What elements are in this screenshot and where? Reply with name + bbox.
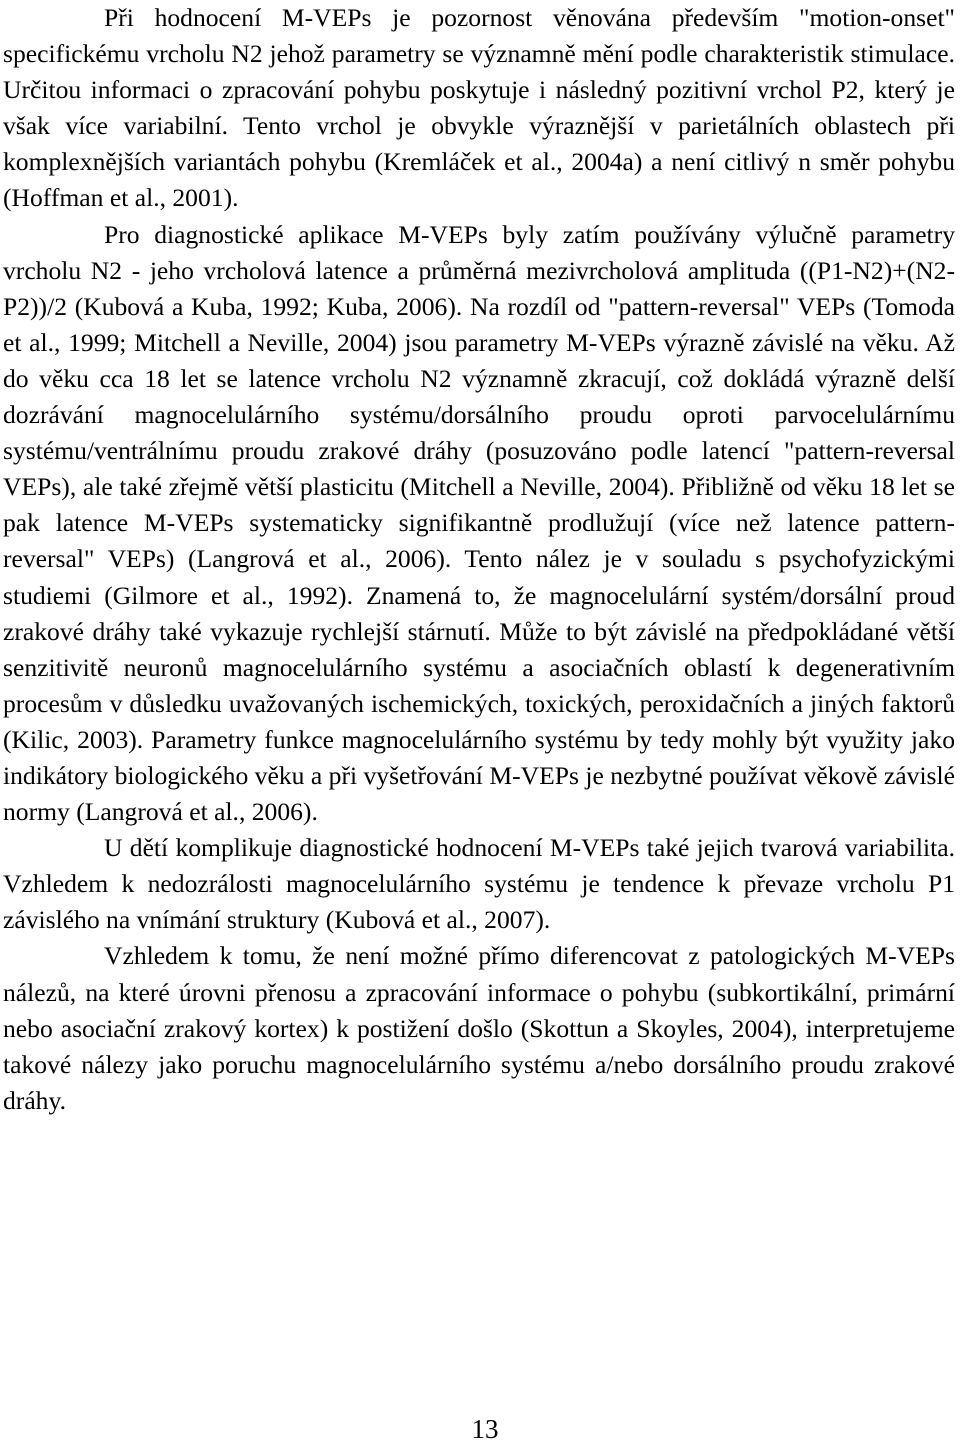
paragraph-children-variability: U dětí komplikuje diagnostické hodnocení M-VEPs také jejich tvarová variabilita. Vzhledem k nedozrálosti magnocelulárního systému je tendence k převaze vrcholu P1 závislého na vnímání struktury (Kubová et al., 2007). [3, 833, 955, 935]
paragraph-n2-peak: Při hodnocení M-VEPs je pozornost věnována především "motion-onset" specifickému vrcholu N2 jehož parametry se významně mění podle charakteristik stimulace. Určitou informaci o zpracování pohybu poskytuje i následný pozitivní vrchol P2, který je však více variabilní. Tento vrchol je obvykle výraznější v parietálních oblastech při komplexnějších variantách pohybu (Kremláček et al., 2004a) a není citlivý n směr pohybu (Hoffman et al., 2001). [3, 3, 955, 213]
paragraph-diagnostic-applications: Pro diagnostické aplikace M-VEPs byly zatím používány výlučně parametry vrcholu N2 - jeho vrcholová latence a průměrná mezivrcholová amplituda ((P1-N2)+(N2-P2))/2 (Kubová a Kuba, 1992; Kuba, 2006). Na rozdíl od "pattern-reversal" VEPs (Tomoda et al., 1999; Mitchell a Neville, 2004) jsou parametry M-VEPs výrazně závislé na věku. Až do věku cca 18 let se latence vrcholu N2 významně zkracují, což dokládá výrazně delší dozrávání magnocelulárního systému/dorsálního proudu oproti parvocelulárnímu systému/ventrálnímu proudu zrakové dráhy (posuzováno podle latencí "pattern-reversal VEPs), ale také zřejmě větší plasticitu (Mitchell a Neville, 2004). Přibližně od věku 18 let se pak latence M-VEPs systematicky signifikantně prodlužují (více než latence pattern-reversal" VEPs) (Langrová et al., 2006). Tento nález je v souladu s psychofyzickými studiemi (Gilmore et al., 1992). Znamená to, že magnocelulární systém/dorsální proud zrakové dráhy také vykazuje rychlejší stárnutí. Může to být závislé na předpokládané větší senzitivitě neuronů magnocelulárního systému a asociačních oblastí k degenerativním procesům v důsledku uvažovaných ischemických, toxických, peroxidačních a jiných faktorů (Kilic, 2003). Parametry funkce magnocelulárního systému by tedy mohly být využity jako indikátory biologického věku a při vyšetřování M-VEPs je nezbytné používat věkově závislé normy (Langrová et al., 2006). [3, 219, 955, 827]
page-number: 13 [471, 1414, 499, 1444]
document-page [3, 0, 955, 1119]
paragraph-interpretation: Vzhledem k tomu, že není možné přímo diferencovat z patologických M-VEPs nálezů, na které úrovni přenosu a zpracování informace o pohybu (subkortikální, primární nebo asociační zrakový kortex) k postižení došlo (Skottun a Skoyles, 2004), interpretujeme takové nálezy jako poruchu magnocelulárního systému a/nebo dorsálního proudu zrakové dráhy. [3, 941, 955, 1115]
